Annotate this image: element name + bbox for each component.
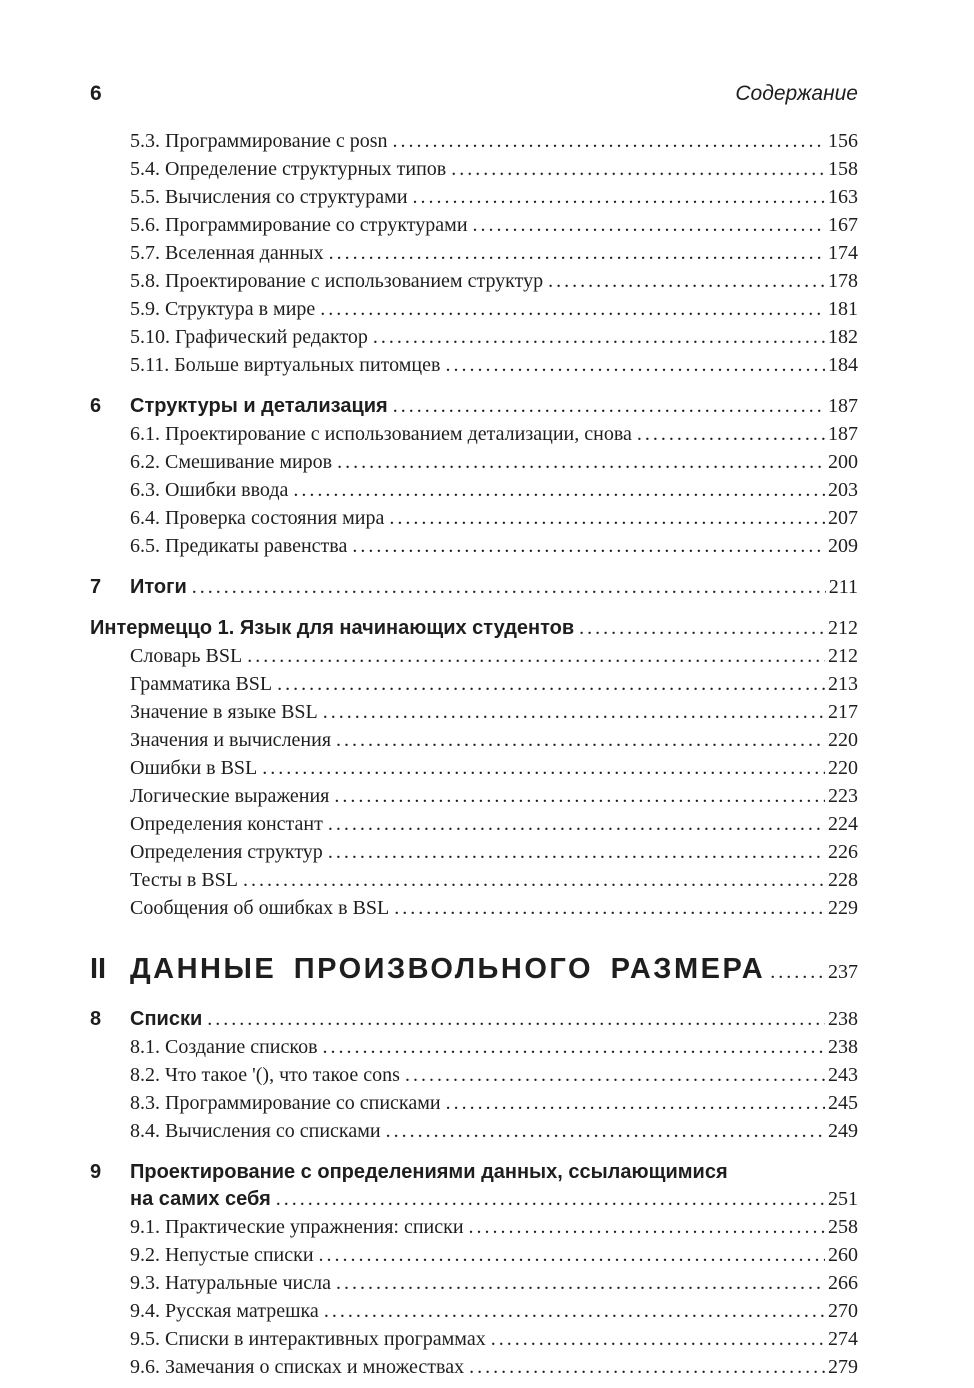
dot-leader: [276, 1186, 825, 1214]
toc-entry-sub: [90, 268, 858, 296]
dot-leader: [394, 895, 825, 923]
toc-entry-title: ДАННЫЕ ПРОИЗВОЛЬНОГО РАЗМЕРА: [130, 953, 766, 985]
toc-entry-title: Словарь BSL: [130, 645, 243, 667]
part-number: II: [90, 953, 107, 985]
toc-entry-title: Итоги: [130, 576, 187, 598]
toc-entry-title: Ошибки в BSL: [130, 757, 258, 779]
toc-entry-page: 174: [828, 242, 858, 264]
toc-entry-page: 224: [828, 813, 858, 835]
toc-entry-page: 156: [828, 130, 858, 152]
toc-entry-title: 6.5. Предикаты равенства: [130, 535, 348, 557]
toc-entry-sub: [90, 296, 858, 324]
dot-leader: [451, 156, 825, 184]
toc-entry-title: 8.3. Программирование со списками: [130, 1092, 441, 1114]
toc-entry-title: 6.3. Ошибки ввода: [130, 479, 289, 501]
toc-entry-chapter: [90, 393, 858, 421]
toc-entry-page: 270: [828, 1300, 858, 1322]
toc-entry-title: Грамматика BSL: [130, 673, 273, 695]
toc-entry-title: 8.4. Вычисления со списками: [130, 1120, 381, 1142]
toc-entry-title: 8.1. Создание списков: [130, 1036, 318, 1058]
toc-entry-intermezzo: [90, 615, 858, 643]
toc-entry-page: 203: [828, 479, 858, 501]
toc-entry-sub: [90, 1354, 858, 1382]
dot-leader: [337, 449, 825, 477]
dot-leader: [637, 421, 825, 449]
toc-entry-sub: [90, 533, 858, 561]
toc-entry-sub: [90, 128, 858, 156]
dot-leader: [373, 324, 825, 352]
toc-entry-sub: [90, 1298, 858, 1326]
toc-entry-sub: [90, 1118, 858, 1146]
toc-entry-sub: [90, 1326, 858, 1354]
toc-entry-page: 228: [828, 869, 858, 891]
toc-entry-title: Логические выражения: [130, 785, 330, 807]
dot-leader: [336, 727, 825, 755]
toc-entry-title: 9.2. Непустые списки: [130, 1244, 314, 1266]
toc-entry-title: Значения и вычисления: [130, 729, 332, 751]
dot-leader: [323, 1034, 825, 1062]
toc-entry-title: на самих себя: [130, 1188, 271, 1210]
toc-entry-page: 207: [828, 507, 858, 529]
dot-leader: [352, 533, 825, 561]
toc-entry-page: 163: [828, 186, 858, 208]
toc-entry-page: 258: [828, 1216, 858, 1238]
dot-leader: [405, 1062, 825, 1090]
toc-entry-page: 211: [828, 576, 858, 598]
toc-entry-title: Списки: [130, 1008, 203, 1030]
dot-leader: [446, 1090, 825, 1118]
dot-leader: [328, 839, 825, 867]
toc-entry-sub: [90, 671, 858, 699]
toc-entry-sub: [90, 755, 858, 783]
dot-leader: [389, 505, 825, 533]
running-head: [90, 82, 858, 106]
toc-entry-page: 158: [828, 158, 858, 180]
toc-entry-title: 6.4. Проверка состояния мира: [130, 507, 385, 529]
toc-entry-title: Определения констант: [130, 813, 323, 835]
toc-entry-sub: [90, 212, 858, 240]
toc-entry-part: [90, 950, 858, 993]
toc-entry-sub: [90, 1090, 858, 1118]
toc-entry-sub: [90, 867, 858, 895]
toc-entry-title: 9.5. Списки в интерактивных программах: [130, 1328, 486, 1350]
toc-entry-page: 260: [828, 1244, 858, 1266]
dot-leader: [393, 393, 825, 421]
toc-entry-page: 167: [828, 214, 858, 236]
toc-entry-page: 200: [828, 451, 858, 473]
dot-leader: [491, 1326, 825, 1354]
toc-entry-sub: [90, 1034, 858, 1062]
toc-entry-page: 249: [828, 1120, 858, 1142]
dot-leader: [469, 1354, 825, 1382]
dot-leader: [393, 128, 825, 156]
toc-entry-title: Интермеццо 1. Язык для начинающих студентов: [90, 617, 575, 639]
dot-leader: [262, 755, 825, 783]
dot-leader: [548, 268, 825, 296]
dot-leader: [473, 212, 825, 240]
toc-entry-sub: [90, 895, 858, 923]
toc-entry-sub: [90, 352, 858, 380]
toc-entry-title: 5.10. Графический редактор: [130, 326, 368, 348]
toc-page: [90, 82, 858, 1382]
toc-entry-page: 229: [828, 897, 858, 919]
dot-leader: [247, 643, 825, 671]
chapter-number: 7: [90, 576, 102, 598]
toc-entry-sub: [90, 1062, 858, 1090]
dot-leader: [320, 296, 825, 324]
dot-leader: [413, 184, 825, 212]
toc-entry-title: 5.3. Программирование с posn: [130, 130, 388, 152]
dot-leader: [207, 1006, 825, 1034]
dot-leader: [334, 783, 825, 811]
toc-entry-sub: [90, 477, 858, 505]
toc-entry-page: 274: [828, 1328, 858, 1350]
toc-entry-page: 178: [828, 270, 858, 292]
toc-entry-page: 251: [828, 1188, 858, 1210]
toc-entry-sub: [90, 1242, 858, 1270]
toc-entry-sub: [90, 727, 858, 755]
toc-entry-title: 9.6. Замечания о списках и множествах: [130, 1356, 465, 1378]
chapter-number: 8: [90, 1008, 102, 1030]
toc-entry-page: 266: [828, 1272, 858, 1294]
toc-entry-sub: [90, 184, 858, 212]
toc-entry-page: 243: [828, 1064, 858, 1086]
toc-entry-page: 238: [828, 1036, 858, 1058]
toc-entry-title: 8.2. Что такое '(), что такое cons: [130, 1064, 400, 1086]
toc-entry-title: Проектирование с определениями данных, ссылающимися: [130, 1161, 728, 1183]
dot-leader: [469, 1214, 825, 1242]
toc-entry-title: 6.1. Проектирование с использованием детализации, снова: [130, 423, 632, 445]
toc-entry-sub: [90, 421, 858, 449]
toc-entry-sub: [90, 505, 858, 533]
toc-entry-sub: [90, 324, 858, 352]
toc-entry-page: 220: [828, 757, 858, 779]
dot-leader: [328, 811, 825, 839]
dot-leader: [324, 1298, 825, 1326]
toc-entry-page: 220: [828, 729, 858, 751]
chapter-number: 6: [90, 395, 102, 417]
toc-entry-chapter: [90, 574, 858, 602]
dot-leader: [336, 1270, 825, 1298]
toc-entry-sub: [90, 699, 858, 727]
dot-leader: [386, 1118, 825, 1146]
toc-entry-title: Значение в языке BSL: [130, 701, 318, 723]
toc-list: [90, 128, 858, 1382]
toc-entry-title: 5.6. Программирование со структурами: [130, 214, 468, 236]
toc-entry-page: 184: [828, 354, 858, 376]
toc-entry-title: 9.1. Практические упражнения: списки: [130, 1216, 464, 1238]
dot-leader: [579, 615, 825, 643]
dot-leader: [243, 867, 825, 895]
toc-entry-sub: [90, 811, 858, 839]
dot-leader: [319, 1242, 825, 1270]
toc-entry-sub: [90, 156, 858, 184]
toc-entry-title: 5.8. Проектирование с использованием структур: [130, 270, 544, 292]
toc-entry-page: 187: [828, 423, 858, 445]
toc-entry-chapter: [90, 1159, 858, 1186]
toc-entry-title: 5.9. Структура в мире: [130, 298, 316, 320]
toc-entry-sub: [90, 783, 858, 811]
toc-entry-page: 212: [828, 617, 858, 639]
dot-leader: [323, 699, 825, 727]
dot-leader: [277, 671, 825, 699]
toc-entry-chapter-continuation: [90, 1186, 858, 1214]
toc-entry-sub: [90, 240, 858, 268]
toc-entry-title: Тесты в BSL: [130, 869, 239, 891]
dot-leader: [329, 240, 825, 268]
toc-entry-page: 209: [828, 535, 858, 557]
toc-entry-page: 223: [828, 785, 858, 807]
toc-entry-page: 217: [828, 701, 858, 723]
dot-leader: [192, 574, 826, 602]
toc-entry-page: 181: [828, 298, 858, 320]
page-number: 6: [90, 82, 102, 105]
toc-entry-page: 182: [828, 326, 858, 348]
toc-entry-page: 226: [828, 841, 858, 863]
toc-entry-title: 9.3. Натуральные числа: [130, 1272, 331, 1294]
toc-entry-page: 238: [828, 1008, 858, 1030]
dot-leader: [445, 352, 825, 380]
toc-entry-chapter: [90, 1006, 858, 1034]
toc-entry-page: 279: [828, 1356, 858, 1378]
toc-entry-page: 237: [828, 961, 858, 983]
toc-entry-page: 187: [828, 395, 858, 417]
toc-entry-title: Определения структур: [130, 841, 323, 863]
toc-entry-sub: [90, 1214, 858, 1242]
toc-entry-title: 5.5. Вычисления со структурами: [130, 186, 408, 208]
toc-entry-title: 5.4. Определение структурных типов: [130, 158, 447, 180]
toc-entry-title: Сообщения об ошибках в BSL: [130, 897, 390, 919]
dot-leader: [770, 953, 825, 993]
toc-entry-title: 5.11. Больше виртуальных питомцев: [130, 354, 441, 376]
toc-entry-title: 9.4. Русская матрешка: [130, 1300, 319, 1322]
toc-entry-sub: [90, 643, 858, 671]
toc-entry-sub: [90, 1270, 858, 1298]
toc-entry-sub: [90, 839, 858, 867]
toc-entry-title: 5.7. Вселенная данных: [130, 242, 324, 264]
toc-entry-sub: [90, 449, 858, 477]
toc-entry-title: Структуры и детализация: [130, 395, 388, 417]
toc-entry-page: 213: [828, 673, 858, 695]
running-title: Содержание: [735, 82, 858, 105]
toc-entry-page: 212: [828, 645, 858, 667]
toc-entry-page: 245: [828, 1092, 858, 1114]
toc-entry-title: 6.2. Смешивание миров: [130, 451, 333, 473]
chapter-number: 9: [90, 1161, 102, 1183]
dot-leader: [293, 477, 825, 505]
